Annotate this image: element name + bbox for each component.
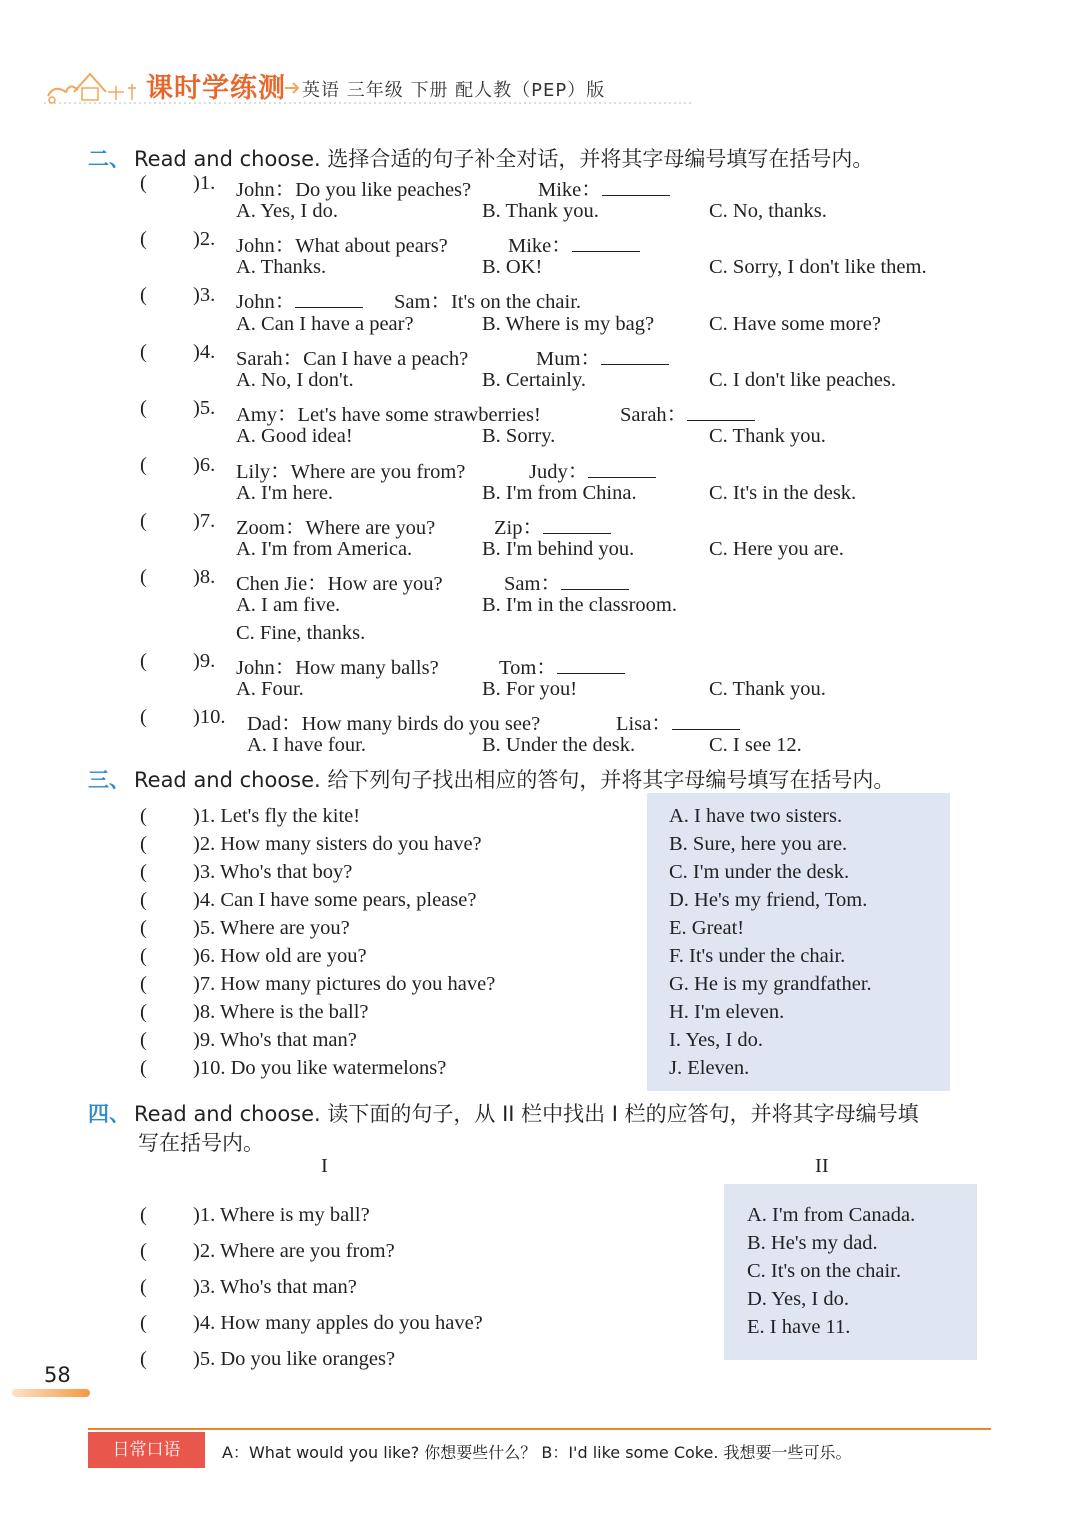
s4-answer: D. Yes, I do.	[747, 1288, 849, 1310]
page-number-bar	[12, 1389, 90, 1397]
answer-paren[interactable]: (	[140, 889, 147, 911]
s3-question: )6. How old are you?	[193, 945, 367, 967]
answer-paren[interactable]: (	[140, 706, 147, 728]
s2-q6-speaker2-label: Judy：	[529, 461, 589, 483]
s3-question: )2. How many sisters do you have?	[193, 833, 482, 855]
s3-answer: I. Yes, I do.	[669, 1029, 763, 1051]
s3-question: )5. Where are you?	[193, 917, 350, 939]
s4-answer: B. He's my dad.	[747, 1232, 878, 1254]
section4-number: 四、	[88, 1102, 130, 1126]
footer-label: 日常口语	[88, 1432, 205, 1468]
s2-q5-speaker2-label: Sarah：	[620, 404, 688, 426]
s2-q5-speaker2	[620, 397, 755, 427]
s2-q10-option-b: B. Under the desk.	[482, 734, 636, 756]
s2-q7-number: )7.	[193, 510, 216, 532]
answer-paren[interactable]: (	[140, 917, 147, 939]
s3-answer: D. He's my friend, Tom.	[669, 889, 868, 911]
s2-q3-speaker1-label: John：	[236, 291, 296, 313]
s2-q7-option-a: A. I'm from America.	[236, 538, 413, 560]
s2-q10-option-c: C. I see 12.	[709, 734, 802, 756]
footer-dialogue: A：What would you like? 你想要些什么？ B：I'd like some Coke. 我想要一些可乐。	[222, 1443, 852, 1462]
answer-paren[interactable]: (	[140, 945, 147, 967]
s2-q10-speaker2-label: Lisa：	[616, 713, 672, 735]
s4-answer: A. I'm from Canada.	[747, 1204, 916, 1226]
s2-q10-number: )10.	[193, 706, 226, 728]
s2-q5-option-b: B. Sorry.	[482, 425, 556, 447]
s2-q6-option-a: A. I'm here.	[236, 482, 334, 504]
s3-question: )10. Do you like watermelons?	[193, 1057, 447, 1079]
s2-q10-speaker2	[616, 706, 740, 736]
s2-q9-option-b: B. For you!	[482, 678, 578, 700]
column-ii-header: II	[815, 1155, 829, 1177]
answer-paren[interactable]: (	[140, 861, 147, 883]
page-number: 58	[44, 1363, 71, 1387]
s2-q3-option-a: A. Can I have a pear?	[236, 313, 414, 335]
section3-number: 三、	[88, 768, 130, 792]
answer-paren[interactable]: (	[140, 397, 147, 419]
answer-paren[interactable]: (	[140, 454, 147, 476]
answer-blank[interactable]	[543, 515, 611, 534]
answer-paren[interactable]: (	[140, 172, 147, 194]
answer-paren[interactable]: (	[140, 833, 147, 855]
s2-q8-option-a: A. I am five.	[236, 594, 341, 616]
s2-q5-prompt: Amy：Let's have some strawberries!	[236, 404, 541, 426]
column-i-header: I	[321, 1155, 328, 1177]
s2-q2-option-a: A. Thanks.	[236, 256, 327, 278]
s2-q2-speaker2-label: Mike：	[508, 235, 572, 257]
s2-q3-prompt	[236, 284, 363, 314]
s4-answer: E. I have 11.	[747, 1316, 851, 1338]
s2-q2-prompt: John：What about pears?	[236, 235, 448, 257]
s4-question: )3. Who's that man?	[193, 1276, 357, 1298]
s2-q8-prompt: Chen Jie：How are you?	[236, 573, 443, 595]
answer-blank[interactable]	[561, 571, 629, 590]
s2-q9-number: )9.	[193, 650, 216, 672]
s2-q10-option-a: A. I have four.	[247, 734, 366, 756]
s2-q4-speaker2	[536, 341, 669, 371]
s4-question: )5. Do you like oranges?	[193, 1348, 396, 1370]
section4-title: Read and choose. 读下面的句子，从 II 栏中找出 I 栏的应答句，并将其字母编号填	[134, 1102, 919, 1126]
s3-answer: G. He is my grandfather.	[669, 973, 872, 995]
header-divider	[44, 98, 694, 108]
s2-q1-option-b: B. Thank you.	[482, 200, 599, 222]
brand-title: 课时学练测	[146, 73, 286, 104]
s4-question: )2. Where are you from?	[193, 1240, 395, 1262]
s2-q1-number: )1.	[193, 172, 216, 194]
s2-q7-option-b: B. I'm behind you.	[482, 538, 635, 560]
s3-answer: H. I'm eleven.	[669, 1001, 785, 1023]
s2-q4-prompt: Sarah：Can I have a peach?	[236, 348, 469, 370]
s2-q3-option-c: C. Have some more?	[709, 313, 881, 335]
footer-divider	[88, 1428, 991, 1430]
s2-q7-prompt: Zoom：Where are you?	[236, 517, 436, 539]
s2-q6-option-c: C. It's in the desk.	[709, 482, 857, 504]
section3-heading	[88, 764, 894, 794]
answer-paren[interactable]: (	[140, 1276, 147, 1298]
s3-answer: E. Great!	[669, 917, 745, 939]
s2-q7-option-c: C. Here you are.	[709, 538, 844, 560]
s3-answer: B. Sure, here you are.	[669, 833, 848, 855]
section3-title: Read and choose. 给下列句子找出相应的答句，并将其字母编号填写在括号内。	[134, 768, 895, 792]
s2-q9-prompt: John：How many balls?	[236, 657, 439, 679]
s2-q6-speaker2	[529, 454, 656, 484]
answer-paren[interactable]: (	[140, 1001, 147, 1023]
s2-q1-prompt: John：Do you like peaches?	[236, 179, 472, 201]
s2-q9-speaker2	[499, 650, 625, 680]
s2-q2-speaker2	[508, 228, 640, 258]
arrow-icon	[283, 80, 301, 96]
s2-q10-prompt: Dad：How many birds do you see?	[247, 713, 541, 735]
s2-q3-number: )3.	[193, 284, 216, 306]
s2-q9-option-a: A. Four.	[236, 678, 304, 700]
section4-title-line2: 写在括号内。	[138, 1131, 264, 1155]
section2-number: 二、	[88, 147, 130, 171]
s2-q4-option-b: B. Certainly.	[482, 369, 587, 391]
s2-q6-number: )6.	[193, 454, 216, 476]
s2-q2-option-b: B. OK!	[482, 256, 543, 278]
s4-question: )4. How many apples do you have?	[193, 1312, 483, 1334]
section2-title: Read and choose. 选择合适的句子补全对话，并将其字母编号填写在括号内。	[134, 147, 874, 171]
answer-paren[interactable]: (	[140, 973, 147, 995]
s2-q8-speaker2-label: Sam：	[504, 573, 561, 595]
answer-blank[interactable]	[588, 459, 656, 478]
s2-q5-option-a: A. Good idea!	[236, 425, 353, 447]
answer-paren[interactable]: (	[140, 1312, 147, 1334]
s2-q4-speaker2-label: Mum：	[536, 348, 601, 370]
s2-q8-option-b: B. I'm in the classroom.	[482, 594, 678, 616]
s4-question: )1. Where is my ball?	[193, 1204, 370, 1226]
s2-q1-option-c: C. No, thanks.	[709, 200, 827, 222]
s2-q9-option-c: C. Thank you.	[709, 678, 826, 700]
s2-q5-number: )5.	[193, 397, 216, 419]
answer-blank[interactable]	[572, 233, 640, 252]
s2-q8-speaker2	[504, 566, 629, 596]
s2-q2-option-c: C. Sorry, I don't like them.	[709, 256, 927, 278]
s3-question: )9. Who's that man?	[193, 1029, 357, 1051]
answer-blank[interactable]	[295, 289, 363, 308]
answer-paren[interactable]: (	[140, 1240, 147, 1262]
s2-q6-prompt: Lily：Where are you from?	[236, 461, 466, 483]
s3-answer: A. I have two sisters.	[669, 805, 843, 827]
s3-answer: J. Eleven.	[669, 1057, 750, 1079]
s2-q8-number: )8.	[193, 566, 216, 588]
s3-question: )7. How many pictures do you have?	[193, 973, 496, 995]
section4-heading	[88, 1098, 919, 1128]
answer-paren[interactable]: (	[140, 510, 147, 532]
s2-q1-option-a: A. Yes, I do.	[236, 200, 338, 222]
s2-q4-number: )4.	[193, 341, 216, 363]
s2-q1-speaker2	[538, 172, 670, 202]
s2-q4-option-a: A. No, I don't.	[236, 369, 354, 391]
s3-answer: F. It's under the chair.	[669, 945, 846, 967]
answer-paren[interactable]: (	[140, 341, 147, 363]
s2-q8-option-c: C. Fine, thanks.	[236, 622, 366, 644]
s2-q7-speaker2-label: Zip：	[494, 517, 543, 539]
answer-paren[interactable]: (	[140, 805, 147, 827]
answer-paren[interactable]: (	[140, 1348, 147, 1370]
s3-question: )3. Who's that boy?	[193, 861, 353, 883]
answer-paren[interactable]: (	[140, 228, 147, 250]
s2-q7-speaker2	[494, 510, 611, 540]
answer-paren[interactable]: (	[140, 1029, 147, 1051]
answer-blank[interactable]	[672, 711, 740, 730]
answer-paren[interactable]: (	[140, 650, 147, 672]
answer-blank[interactable]	[601, 346, 669, 365]
s4-answer: C. It's on the chair.	[747, 1260, 902, 1282]
s3-question: )8. Where is the ball?	[193, 1001, 369, 1023]
s2-q6-option-b: B. I'm from China.	[482, 482, 637, 504]
s3-answer: C. I'm under the desk.	[669, 861, 850, 883]
s2-q4-option-c: C. I don't like peaches.	[709, 369, 897, 391]
s3-question: )1. Let's fly the kite!	[193, 805, 361, 827]
s2-q5-option-c: C. Thank you.	[709, 425, 826, 447]
s3-question: )4. Can I have some pears, please?	[193, 889, 477, 911]
s2-q3-option-b: B. Where is my bag?	[482, 313, 655, 335]
answer-paren[interactable]: (	[140, 1204, 147, 1226]
answer-paren[interactable]: (	[140, 1057, 147, 1079]
section2-heading	[88, 143, 873, 173]
s2-q9-speaker2-label: Tom：	[499, 657, 557, 679]
answer-blank[interactable]	[602, 177, 670, 196]
book-subject: 英语 三年级 下册 配人教（PEP）版	[302, 80, 606, 101]
answer-blank[interactable]	[557, 655, 625, 674]
answer-paren[interactable]: (	[140, 566, 147, 588]
s2-q2-number: )2.	[193, 228, 216, 250]
s2-q3-reply: Sam：It's on the chair.	[394, 291, 582, 313]
answer-paren[interactable]: (	[140, 284, 147, 306]
answer-blank[interactable]	[687, 402, 755, 421]
s2-q1-speaker2-label: Mike：	[538, 179, 602, 201]
